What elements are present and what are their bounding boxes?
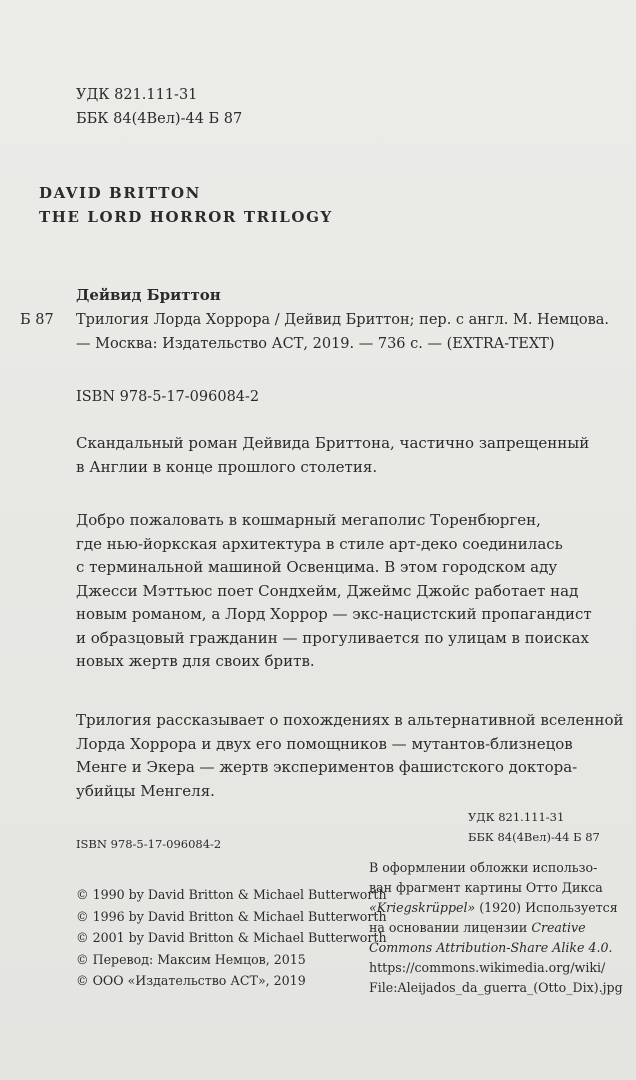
annotation-line: в Англии в конце прошлого столетия. bbox=[76, 457, 378, 476]
license-name-cont: Commons Attribution-Share Alike 4.0. bbox=[369, 940, 613, 955]
annotation-line: новым романом, а Лорд Хоррор — экс-нацистский пропагандист bbox=[76, 605, 592, 623]
udk-code-top: УДК 821.111-31 bbox=[76, 87, 198, 103]
original-title: THE LORD HORROR TRILOGY bbox=[39, 208, 333, 226]
annotation-line: Добро пожаловать в кошмарный мегаполис Торенбюрген, bbox=[76, 511, 541, 529]
artwork-title: «Kriegskrüppel» bbox=[369, 900, 476, 915]
annotation-line: Лорда Хоррора и двух его помощников — мутантов-близнецов bbox=[76, 734, 573, 753]
copyright-line: © 2001 by David Britton & Michael Butterworth bbox=[76, 930, 387, 946]
copyright-line: © 1990 by David Britton & Michael Butterworth bbox=[76, 887, 387, 902]
cover-note-line: ван фрагмент картины Отто Дикса bbox=[369, 880, 603, 895]
entry-isbn: ISBN 978-5-17-096084-2 bbox=[76, 389, 260, 405]
cover-note-url: https://commons.wikimedia.org/wiki/ bbox=[369, 960, 606, 975]
entry-publisher-line: — Москва: Издательство АСТ, 2019. — 736 с. — (EXTRA-TEXT) bbox=[76, 336, 555, 352]
annotation-line: и образцовый гражданин — прогуливается по улицам в поисках bbox=[76, 628, 589, 647]
copyright-block bbox=[76, 884, 387, 992]
udk-code-bottom: УДК 821.111-31 bbox=[468, 810, 565, 824]
bbk-code-bottom: ББК 84(4Вел)-44 Б 87 bbox=[468, 830, 600, 844]
cover-note-line: В оформлении обложки использо- bbox=[369, 860, 598, 875]
annotation-line: Скандальный роман Дейвида Бриттона, частично запрещенный bbox=[76, 434, 590, 452]
license-name: Creative bbox=[531, 920, 586, 935]
annotation-line: с терминальной машиной Освенцима. В этом городском аду bbox=[76, 558, 558, 576]
cover-note-line: на основании лицензии Creative bbox=[369, 920, 586, 935]
entry-title-line: Трилогия Лорда Хоррора / Дейвид Бриттон; пер. с англ. М. Немцова. bbox=[76, 312, 610, 328]
bbk-code-top: ББК 84(4Вел)-44 Б 87 bbox=[76, 111, 243, 127]
annotation-line: убийцы Менгеля. bbox=[76, 781, 215, 800]
copyright-line: © ООО «Издательство АСТ», 2019 bbox=[76, 973, 306, 989]
annotation-paragraph-3 bbox=[76, 709, 624, 803]
annotation-line: новых жертв для своих бритв. bbox=[76, 652, 315, 670]
annotation-line: Трилогия рассказывает о похождениях в альтернативной вселенной bbox=[76, 711, 624, 729]
cover-note-line bbox=[369, 938, 623, 958]
entry-author: Дейвид Бриттон bbox=[76, 286, 221, 304]
copyright-line: © 1996 by David Britton & Michael Butterworth bbox=[76, 908, 387, 924]
isbn-bottom: ISBN 978-5-17-096084-2 bbox=[76, 837, 222, 851]
annotation-paragraph-2 bbox=[76, 509, 592, 674]
annotation-line: где нью-йоркская архитектура в стиле арт-деко соединилась bbox=[76, 534, 563, 553]
annotation-paragraph-1 bbox=[76, 432, 589, 479]
annotation-line: Менге и Экера — жертв экспериментов фашистского доктора- bbox=[76, 758, 578, 776]
cover-note-line: «Kriegskrüppel» (1920) Используется bbox=[369, 900, 618, 915]
author-mark: Б 87 bbox=[20, 312, 54, 328]
cover-credit-note bbox=[369, 858, 623, 998]
copyright-line: © Перевод: Максим Немцов, 2015 bbox=[76, 951, 306, 967]
original-author: DAVID BRITTON bbox=[39, 184, 201, 202]
annotation-line: Джесси Мэттьюс поет Сондхейм, Джеймс Джойс работает над bbox=[76, 581, 579, 600]
cover-note-url-file: File:Aleijados_da_guerra_(Otto_Dix).jpg bbox=[369, 980, 623, 995]
